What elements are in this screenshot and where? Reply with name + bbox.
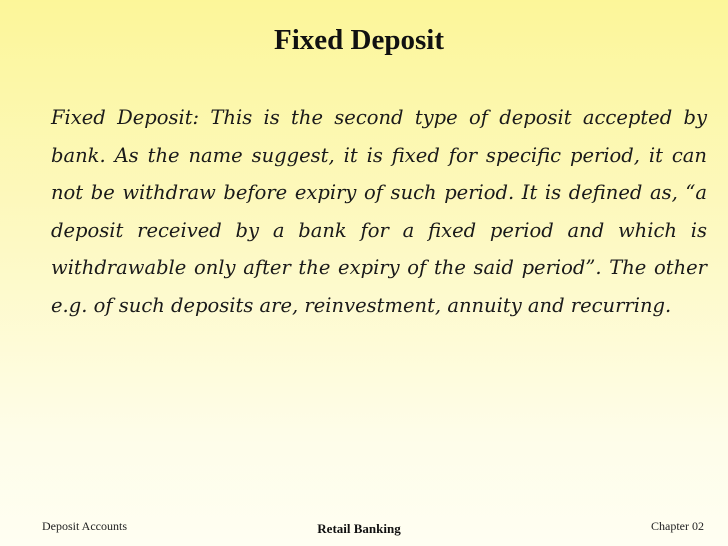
footer-section-label: Deposit Accounts	[42, 519, 127, 533]
slide-title: Fixed Deposit	[274, 24, 444, 56]
slide-body-text: Fixed Deposit: This is the second type of deposit accepted by bank. As the name suggest, it is fixed for specific period, it can not be withdraw before expiry of such period. It is defined as, “a deposit received by a bank for a fixed period and which is withdrawable only after the expiry of the said period”. The other e.g. of such deposits are, reinvestment, annuity and recurring.	[51, 106, 707, 317]
footer-course-title: Retail Banking	[317, 521, 401, 536]
footer-chapter-label: Chapter 02	[651, 519, 704, 533]
